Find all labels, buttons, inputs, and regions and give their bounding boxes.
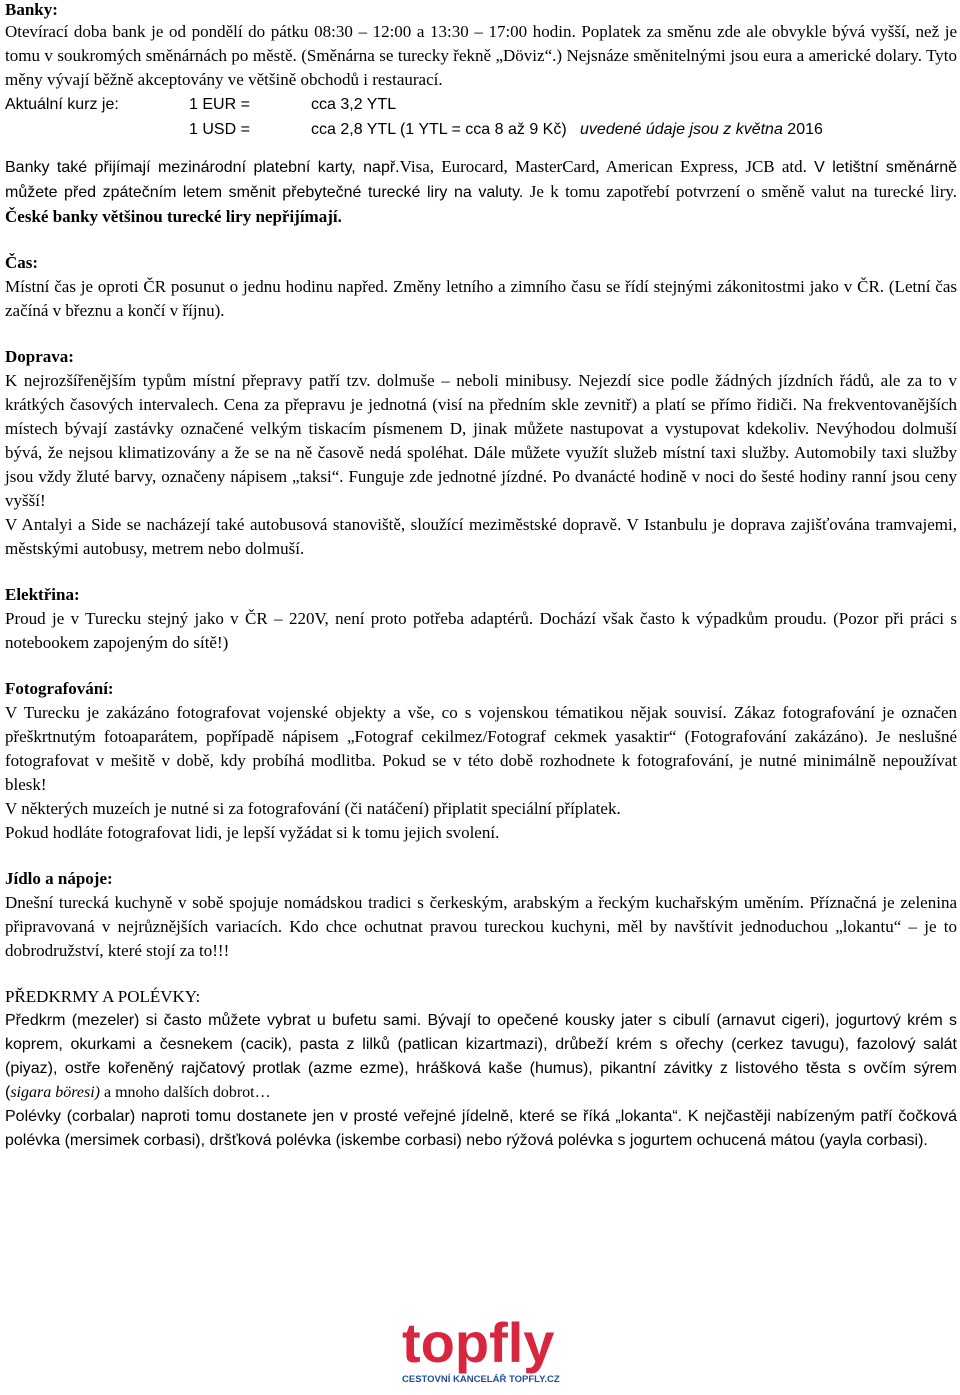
banky-paragraph-1: Otevírací doba bank je od pondělí do pátku 08:30 – 12:00 a 13:30 – 17:00 hodin. Poplatek za směnu zde ale obvykle bývá vyšší, než je tomu v soukromých směnárnách po městě. (Směnárna se turecky řekně „Döviz“.) Nejsnáze směnitelnými jsou eura a americké dolary. Tyto měny vývají běžně akceptovány ve většině obchodů i restaurací. [5,22,957,89]
section-title-predkrmy: PŘEDKRMY A POLÉVKY: [5,987,201,1006]
section-title-cas: Čas: [5,253,39,272]
rate-usd-value: cca 2,8 YTL (1 YTL = cca 8 až 9 Kč) [311,121,567,138]
doprava-paragraph-1: K nejrozšířenějším typům místní přepravy patří tzv. dolmuše – neboli minibusy. Nejezdí sice podle žádných jízdních řádů, ale za to v krátkých časových intervalech. Cena za přepravu je jednotná (visí na předním skle zevnitř) a platí se přímo řidiči. Na frekventovanějších místech bývají zastávky označené velkým tiskacím písmenem D, jinak můžete nastupovat a vystupovat kdekoliv. Nevýhodou dolmuší bývá, že nejsou klimatizovány a že se na ně časově nedá spoléhat. Dále můžete využít služeb místní taxi služby. Automobily taxi služby jsou vždy žluté barvy, označeny nápisem „taksi“. Funguje zde jednotné jízdné. Po dvanácté hodině v noci do šesté hodiny ranní jsou ceny vyšší! [5,371,957,510]
doprava-paragraph-2: V Antalyi a Side se nacházejí také autobusová stanoviště, sloužící meziměstské dopravě. V Istanbulu je doprava zajišťována tramvajemi, městskými autobusy, metrem nebo dolmuší. [5,515,957,558]
section-title-banky: Banky: [5,0,58,19]
section-title-jidlo: Jídlo a nápoje: [5,869,113,888]
rate-eur-value: cca 3,2 YTL [311,96,397,113]
rate-note: uvedené údaje jsou z května [580,121,783,138]
rate-year: 2016 [787,121,823,138]
rate-label: Aktuální kurz je: [5,96,119,113]
section-title-foto: Fotografování: [5,679,114,698]
logo-brand-text: topfly [402,1311,555,1374]
predkrmy-paragraph-1: Předkrm (mezeler) si často můžete vybrat u bufetu sami. Bývají to opečené kousky jater s cibulí (arnavut cigeri), jogurtový krém s koprem, okurkami a česnekem (cacik), pasta z lilků (patlican kizartmazi), drůbeží krém s ořechy (cerkez tavugu), fazolový salát (piyaz), ostře kořeněný rajčatový protlak (azme ezme), hrášková kaše (humus), pikantní závitky z listového těsta s ovčím sýrem (sigara böresi) a mnoho dalších dobrot… [5,1012,957,1101]
cas-paragraph: Místní čas je oproti ČR posunut o jednu hodinu napřed. Změny letního a zimního času se řídí stejnými zákonitostmi jako v ČR. (Letní čas začíná v březnu a končí v říjnu). [5,277,957,320]
jidlo-paragraph: Dnešní turecká kuchyně v sobě spojuje nomádskou tradici s čerkeským, arabským a řeckým kuchařským uměním. Příznačná je zelenina připravovaná v nejrůznějších variacích. Kdo chce ochutnat pravou tureckou kuchyni, měl by navštívit jednoduchou „lokantu“ – je to dobrodružství, které stojí za to!!! [5,893,957,960]
foto-paragraph-2: V některých muzeích je nutné si za fotografování (či natáčení) připlatit speciální příplatek. [5,799,621,818]
rate-eur: 1 EUR = [189,96,250,113]
rate-usd: 1 USD = [189,121,250,138]
banky-emphasis: České banky většinou turecké liry nepřijímají. [5,207,342,226]
topfly-logo-graphic [400,1310,590,1390]
foto-paragraph-1: V Turecku je zakázáno fotografovat vojenské objekty a vše, co s vojenskou tématikou nějak souvisí. Zákaz fotografování je označen přeškrtnutým fotoaparátem, popřípadě nápisem „Fotograf cekilmez/Fotograf cekmek yasaktir“ (Fotografování zakázáno). Je neslušné fotografovat v mešitě v době, kdy probíhá modlitba. Pokud se v této době rozhodnete k fotografování, je nutné minimálně nepoužívat blesk! [5,703,957,794]
foto-paragraph-3: Pokud hodláte fotografovat lidi, je lepší vyžádat si k tomu jejich svolení. [5,823,500,842]
predkrmy-paragraph-2: Polévky (corbalar) naproti tomu dostanete jen v prosté veřejné jídelně, které se říká „lokanta“. K nejčastěji nabízeným patří čočková polévka (mersimek corbasi), dršťková polévka (iskembe corbasi) nebo rýžová polévka s jogurtem ochucená mátou (yayla corbasi). [5,1108,957,1149]
rate-row-usd [5,117,957,142]
rate-row-eur [5,92,957,117]
elektrina-paragraph: Proud je v Turecku stejný jako v ČR – 220V, není proto potřeba adaptérů. Dochází však často k výpadkům proudu. (Pozor při práci s notebookem zapojeným do sítě!) [5,609,957,652]
banky-paragraph-2: Banky také přijímají mezinárodní platební karty, např.Visa, Eurocard, MasterCard, American Express, JCB atd. V letištní směnárně můžete před zpátečním letem směnit přebytečné turecké liry na valuty. Je k tomu zapotřebí potvrzení o směně valut na turecké liry. České banky většinou turecké liry nepřijímají. [5,157,958,226]
section-title-elektrina: Elektřina: [5,585,80,604]
document-page [5,0,957,1153]
topfly-logo [400,1310,590,1390]
section-title-doprava: Doprava: [5,347,74,366]
logo-sub-text: CESTOVNÍ KANCELÁŘ TOPFLY.CZ [402,1374,560,1385]
